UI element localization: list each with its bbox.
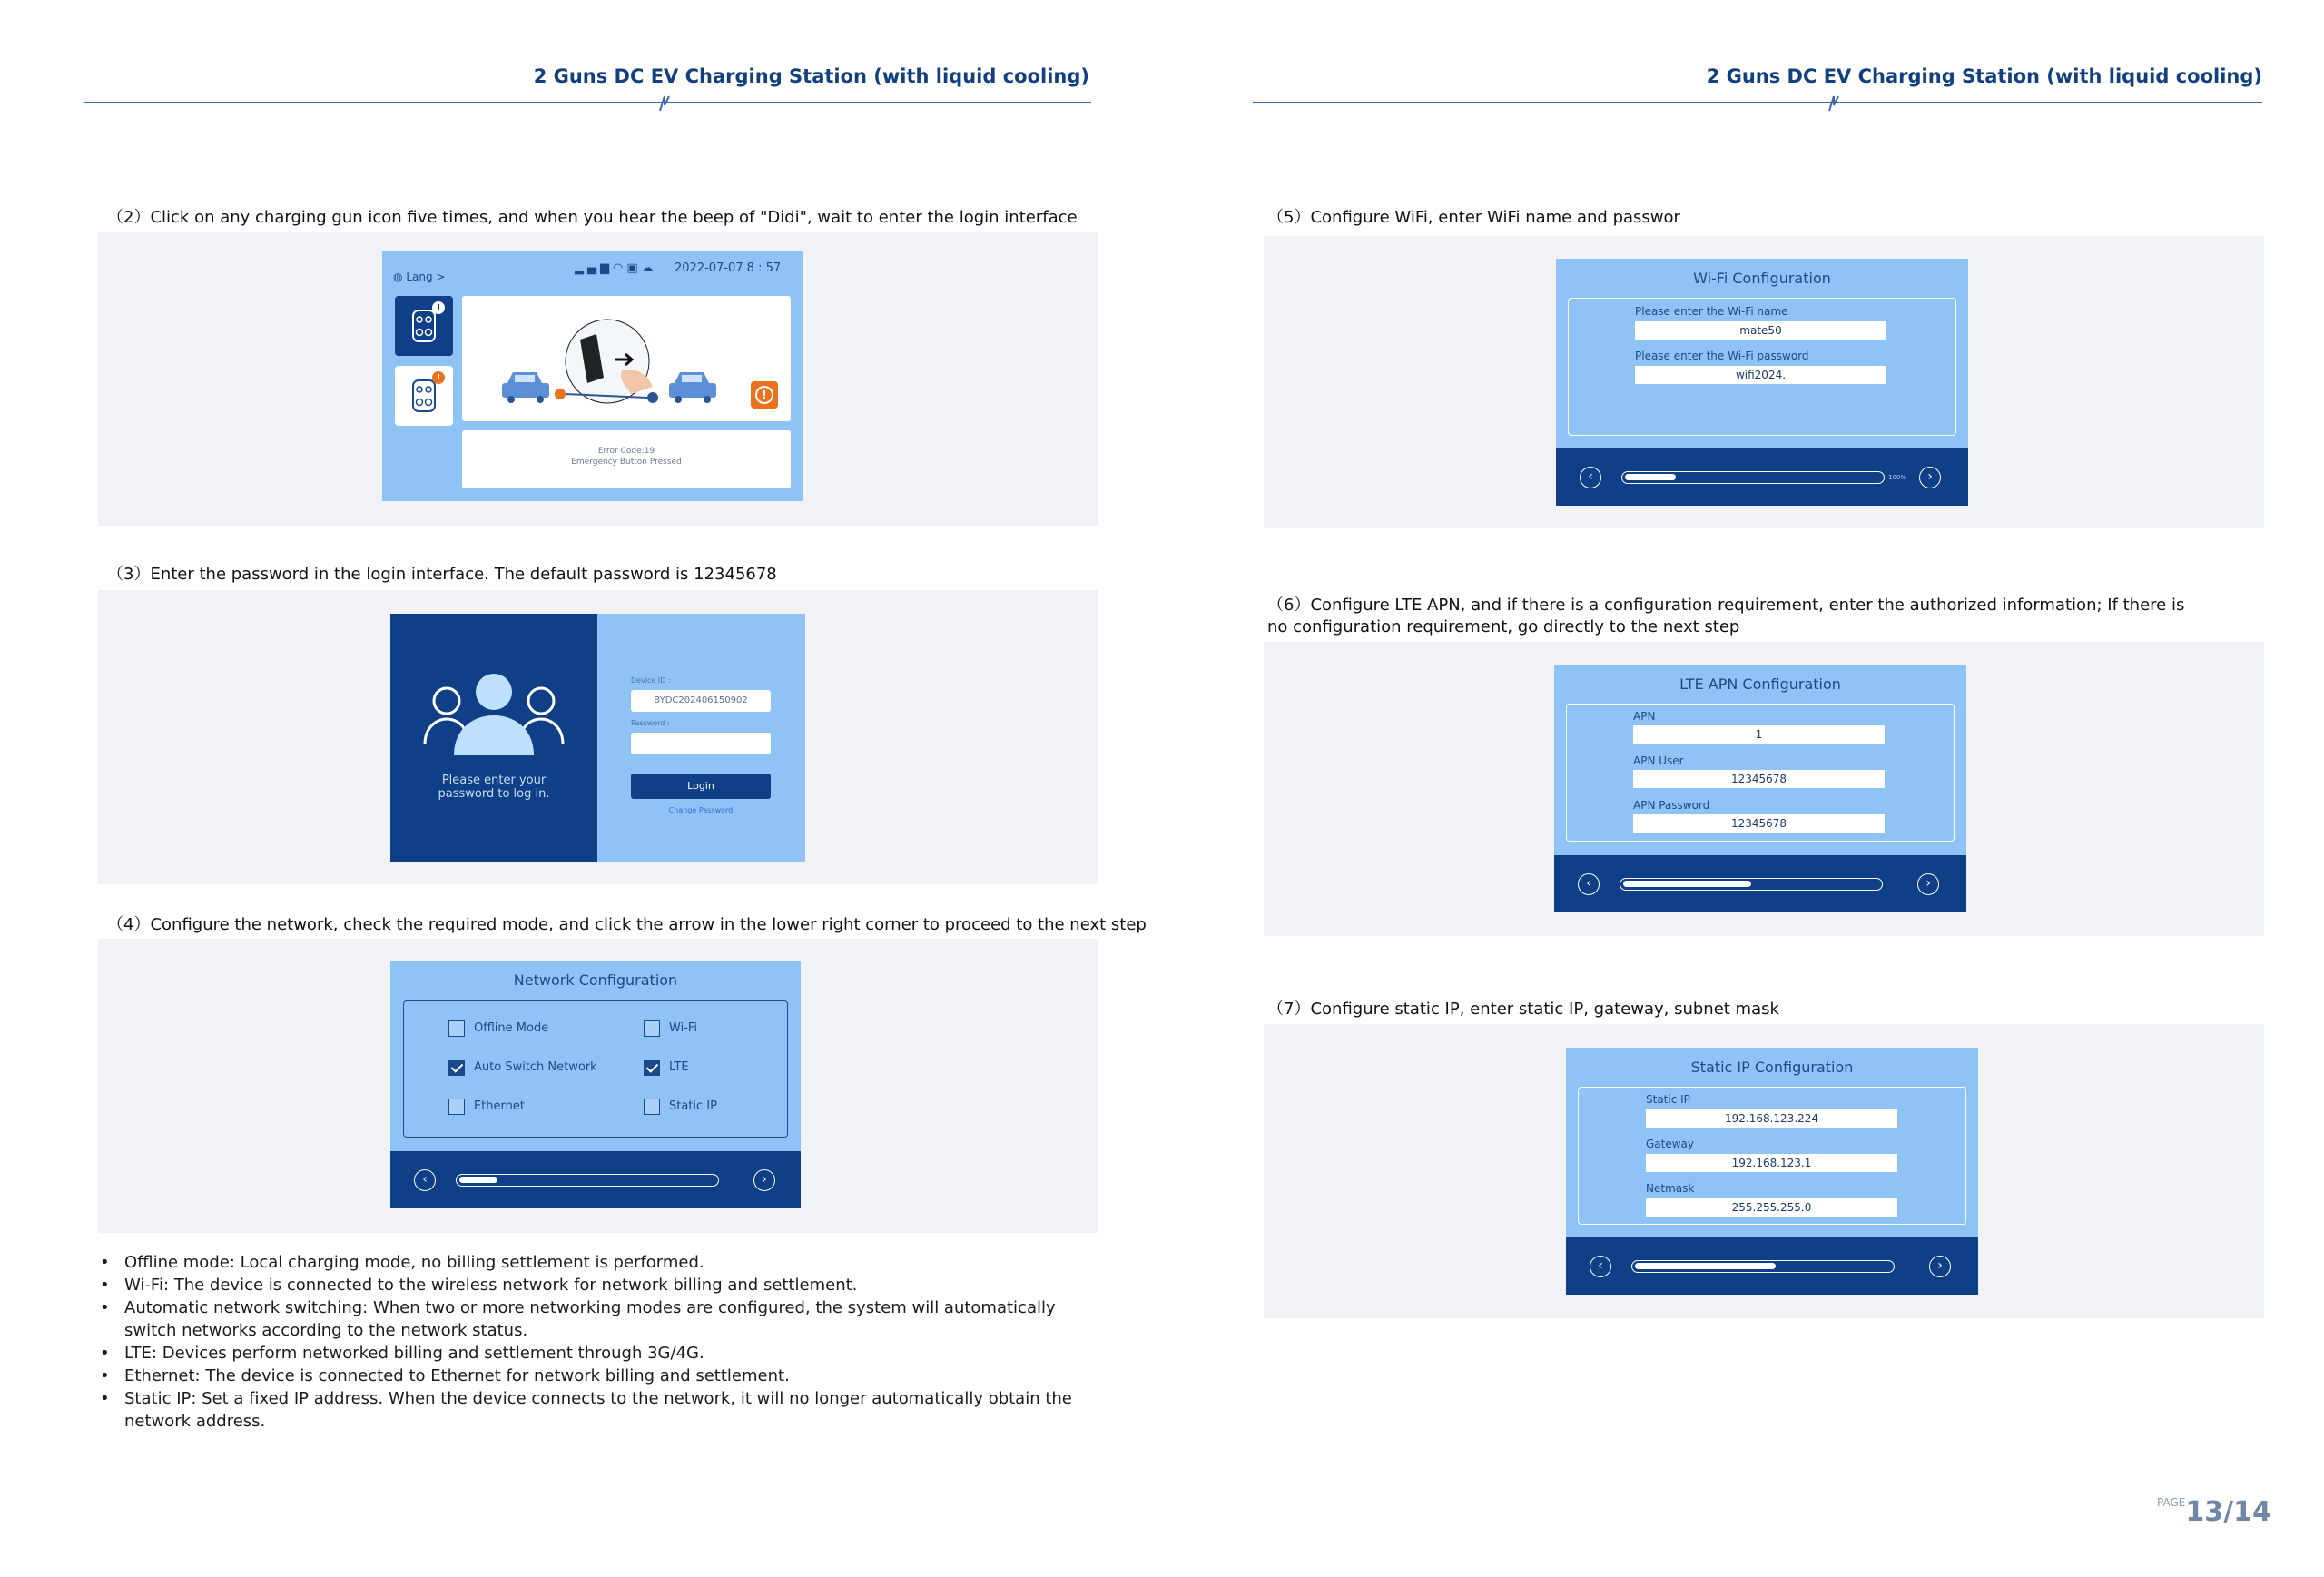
ethernet-checkbox[interactable] <box>448 1099 465 1115</box>
charging-gun-icon <box>395 296 453 356</box>
chevron-right-icon: > <box>436 271 446 283</box>
login-left-pane <box>390 614 597 862</box>
progress-fill <box>1625 474 1676 480</box>
status-card <box>462 296 791 421</box>
users-icon <box>421 674 566 755</box>
apn-label: APN <box>1633 710 1656 723</box>
step3-caption: （3）Enter the password in the login interface. The default password is 12345678 <box>107 565 777 584</box>
static-ip-config-screen <box>1566 1048 1978 1295</box>
header-notch-left <box>657 94 672 113</box>
apn-user-label: APN User <box>1633 754 1684 767</box>
offline-mode-label: Offline Mode <box>474 1021 549 1035</box>
header-rule-right <box>1253 102 2262 103</box>
gateway-field[interactable]: 192.168.123.1 <box>1646 1154 1897 1172</box>
gun-1-button[interactable] <box>395 296 453 356</box>
wifi-name-label: Please enter the Wi-Fi name <box>1635 305 1788 318</box>
progress-fill <box>459 1177 497 1183</box>
car-charging-illustration <box>462 296 791 421</box>
back-arrow-icon[interactable]: ‹ <box>414 1169 436 1191</box>
status-icons <box>575 261 657 275</box>
progress-track <box>456 1174 719 1187</box>
ethernet-label: Ethernet <box>474 1099 525 1113</box>
lang-selector[interactable] <box>393 271 445 283</box>
lte-config-screen <box>1554 665 1966 912</box>
network-config-title: Network Configuration <box>513 971 678 989</box>
network-mode-descriptions <box>100 1251 1108 1433</box>
signal-icon: ▂▄▆ <box>575 261 613 275</box>
datetime: 2022-07-07 8 : 57 <box>675 261 782 275</box>
lte-nav-bar <box>1554 855 1966 912</box>
step5-caption: （5）Configure WiFi, enter WiFi name and passwor <box>1267 208 1680 227</box>
lang-label: Lang <box>406 271 433 283</box>
header-title-left: 2 Guns DC EV Charging Station (with liquid cooling) <box>533 65 1089 87</box>
back-arrow-icon[interactable]: ‹ <box>1578 873 1600 895</box>
bullet-item: • Ethernet: The device is connected to Ethernet for network billing and settlement. <box>100 1365 1108 1387</box>
main-screen <box>382 251 803 501</box>
page-number <box>2157 1496 2271 1528</box>
lte-label: LTE <box>669 1060 689 1074</box>
page-count: 13/14 <box>2185 1496 2271 1528</box>
apn-password-label: APN Password <box>1633 799 1710 812</box>
bullet-item: • Offline mode: Local charging mode, no billing settlement is performed. <box>100 1251 1108 1274</box>
wifi-password-label: Please enter the Wi-Fi password <box>1635 350 1809 362</box>
progress-track <box>1620 878 1883 891</box>
static-ip-checkbox[interactable] <box>644 1099 660 1115</box>
netmask-label: Netmask <box>1646 1182 1695 1195</box>
gun-2-button[interactable] <box>395 366 453 426</box>
next-arrow-icon[interactable]: › <box>753 1169 775 1191</box>
gateway-label: Gateway <box>1646 1138 1695 1150</box>
password-label: Password : <box>631 719 670 727</box>
next-arrow-icon[interactable]: › <box>1919 467 1941 488</box>
lte-config-title: LTE APN Configuration <box>1679 675 1841 693</box>
bullet-item: • Static IP: Set a fixed IP address. When the device connects to the network, it will no longer automatically obtain the network address. <box>100 1387 1108 1433</box>
wifi-config-screen <box>1556 259 1968 506</box>
netmask-field[interactable]: 255.255.255.0 <box>1646 1198 1897 1217</box>
header-title-right: 2 Guns DC EV Charging Station (with liquid cooling) <box>1706 65 2262 87</box>
auto-switch-checkbox[interactable] <box>448 1060 465 1076</box>
wifi-name-field[interactable]: mate50 <box>1635 321 1886 340</box>
apn-field[interactable]: 1 <box>1633 725 1885 744</box>
progress-fill <box>1635 1263 1776 1269</box>
bullet-item: • Automatic network switching: When two or more networking modes are configured, the system will automatically switch networks according to the network status. <box>100 1296 1108 1342</box>
back-arrow-icon[interactable]: ‹ <box>1580 467 1601 488</box>
wifi-label: Wi-Fi <box>669 1021 698 1035</box>
static-ip-label: Static IP <box>1646 1093 1690 1106</box>
bullet-item: • LTE: Devices perform networked billing and settlement through 3G/4G. <box>100 1342 1108 1365</box>
alert-button[interactable] <box>751 381 778 409</box>
progress-track <box>1631 1260 1895 1273</box>
static-ip-field[interactable]: 192.168.123.224 <box>1646 1109 1897 1128</box>
globe-icon: ◍ <box>393 271 403 283</box>
alert-icon: ! <box>755 386 773 404</box>
step2-caption: （2）Click on any charging gun icon five times, and when you hear the beep of "Didi", wait to enter the login interface <box>107 208 1078 227</box>
progress-track <box>1621 471 1885 484</box>
login-right-pane <box>597 614 805 862</box>
static-ip-label: Static IP <box>669 1099 717 1113</box>
device-id-field[interactable]: BYDC202406150902 <box>631 690 771 712</box>
login-screen <box>390 614 805 862</box>
header-rule-left <box>84 102 1091 103</box>
step6-caption: （6）Configure LTE APN, and if there is a configuration requirement, enter the authorized information; If there is no configuration requirement, go directly to the next step <box>1267 596 2185 636</box>
lte-checkbox[interactable] <box>644 1060 660 1076</box>
static-ip-nav-bar <box>1566 1237 1978 1295</box>
next-arrow-icon[interactable]: › <box>1917 873 1939 895</box>
password-field[interactable] <box>631 733 771 754</box>
wifi-checkbox[interactable] <box>644 1020 660 1037</box>
bullet-item: • Wi-Fi: The device is connected to the wireless network for network billing and settlement. <box>100 1274 1108 1296</box>
error-card <box>462 430 791 488</box>
progress-fill <box>1623 881 1751 887</box>
static-ip-config-title: Static IP Configuration <box>1690 1059 1854 1076</box>
wifi-password-field[interactable]: wifi2024. <box>1635 366 1886 384</box>
login-prompt: Please enter your password to log in. <box>438 774 550 801</box>
change-password-link[interactable]: Change Password <box>668 806 734 814</box>
next-arrow-icon[interactable]: › <box>1929 1256 1951 1277</box>
cloud-icon: ☁ <box>641 261 657 275</box>
auto-switch-label: Auto Switch Network <box>474 1060 597 1074</box>
network-config-screen <box>390 961 801 1208</box>
error-code: Error Code:19 <box>597 447 655 456</box>
offline-mode-checkbox[interactable] <box>448 1020 465 1037</box>
step4-caption: （4）Configure the network, check the required mode, and click the arrow in the lower right corner to proceed to the next step <box>107 915 1147 934</box>
apn-password-field[interactable]: 12345678 <box>1633 814 1885 833</box>
login-button[interactable]: Login <box>631 774 771 799</box>
header-notch-right <box>1827 94 1841 113</box>
wifi-icon: ◠ <box>613 261 627 275</box>
device-id-label: Device ID : <box>631 676 671 685</box>
wifi-config-title: Wi-Fi Configuration <box>1693 270 1831 287</box>
wifi-nav-bar <box>1556 448 1968 506</box>
progress-percent: 100% <box>1888 474 1907 481</box>
apn-user-field[interactable]: 12345678 <box>1633 770 1885 788</box>
charging-gun-icon <box>395 366 453 426</box>
step7-caption: （7）Configure static IP, enter static IP, gateway, subnet mask <box>1267 1000 1779 1019</box>
network-icon: ▣ <box>626 261 642 275</box>
network-nav-bar <box>390 1151 801 1208</box>
error-message: Emergency Button Pressed <box>571 458 682 467</box>
back-arrow-icon[interactable]: ‹ <box>1590 1256 1611 1277</box>
page-prefix: PAGE <box>2157 1496 2186 1509</box>
